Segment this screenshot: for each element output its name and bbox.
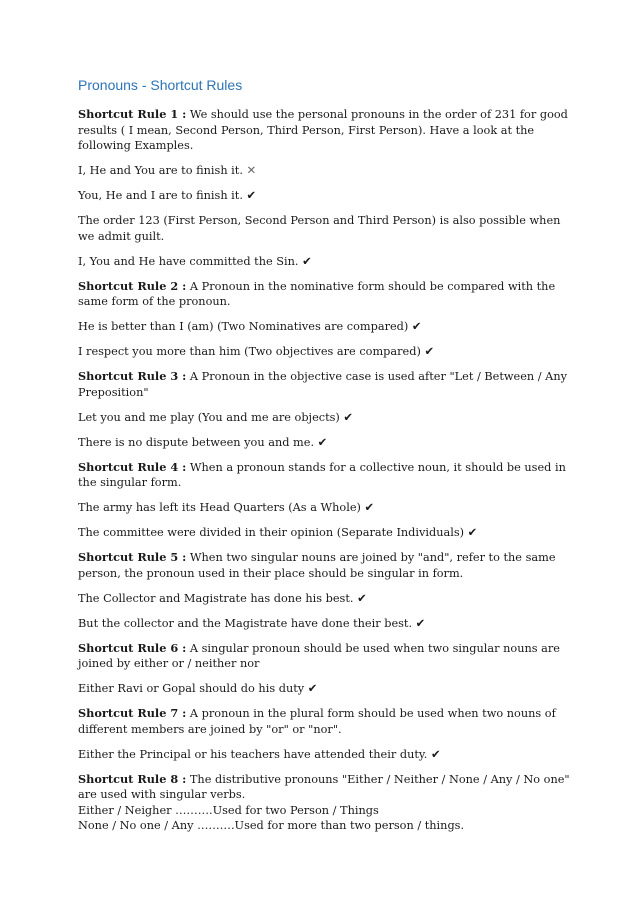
paragraph-text: The committee were divided in their opinion (Separate Individuals): [78, 526, 468, 539]
rule-paragraph: [78, 641, 578, 672]
paragraph-text: The Collector and Magistrate has done his best.: [78, 591, 358, 605]
paragraph-text: A pronoun in the plural form should be used when two nouns of different members are joined by "or" or "nor".: [78, 707, 556, 736]
checkmark-icon: ✔: [430, 746, 441, 761]
rule-paragraph: [78, 550, 578, 581]
checkmark-icon: ✔: [307, 681, 318, 695]
checkmark-icon: ✔: [317, 434, 328, 449]
checkmark-icon: ✔: [343, 409, 354, 424]
example-sentence: [78, 319, 578, 335]
paragraph: [78, 818, 578, 834]
rule-heading: Shortcut Rule 7 :: [78, 706, 187, 720]
example-sentence: [78, 435, 578, 451]
paragraph-text: But the collector and the Magistrate have done their best.: [78, 616, 416, 630]
rule-heading: Shortcut Rule 4 :: [78, 459, 187, 474]
rule-paragraph: [78, 107, 578, 154]
paragraph-text: You, He and I are to finish it.: [78, 189, 247, 202]
example-sentence: [78, 254, 578, 270]
document-body: [78, 107, 578, 834]
rule-paragraph: [78, 772, 578, 803]
paragraph-text: I respect you more than him (Two objectives are compared): [78, 345, 425, 358]
paragraph-text: We should use the personal pronouns in the order of 231 for good results ( I mean, Second Person, Third Person, First Person). Have a look at the following Examples.: [78, 108, 568, 152]
rule-heading: Shortcut Rule 8 :: [78, 771, 187, 786]
paragraph-text: Either the Principal or his teachers have attended their duty.: [78, 747, 431, 761]
paragraph-text: Either / Neigher ……….Used for two Person / Things: [78, 803, 379, 817]
rule-heading: Shortcut Rule 3 :: [78, 369, 187, 383]
checkmark-icon: ✔: [302, 253, 312, 268]
paragraph-text: A Pronoun in the nominative form should be compared with the same form of the pronoun.: [78, 279, 556, 308]
example-sentence: [78, 410, 578, 426]
page-title: Pronouns - Shortcut Rules: [78, 77, 243, 93]
paragraph-text: The army has left its Head Quarters (As a Whole): [78, 501, 365, 514]
paragraph-text: He is better than I (am) (Two Nominatives are compared): [78, 320, 412, 333]
paragraph: [78, 213, 578, 244]
checkmark-icon: ✔: [357, 590, 367, 605]
paragraph-text: A singular pronoun should be used when two singular nouns are joined by either or / neither nor: [78, 641, 560, 670]
paragraph-text: A Pronoun in the objective case is used after "Let / Between / Any Preposition": [78, 370, 567, 399]
paragraph: [78, 803, 578, 819]
rule-paragraph: [78, 369, 578, 400]
checkmark-icon: ✔: [415, 615, 426, 630]
paragraph-text: There is no dispute between you and me.: [78, 435, 318, 449]
cross-icon: ✕: [246, 163, 257, 177]
example-sentence: [78, 747, 578, 763]
checkmark-icon: ✔: [364, 500, 375, 514]
example-sentence: [78, 188, 578, 204]
example-sentence: [78, 500, 578, 516]
paragraph-text: When a pronoun stands for a collective noun, it should be used in the singular form.: [78, 460, 566, 489]
paragraph-text: Either Ravi or Gopal should do his duty: [78, 682, 308, 695]
rule-paragraph: [78, 279, 578, 310]
example-sentence: [78, 591, 578, 607]
rule-paragraph: [78, 460, 578, 491]
rule-heading: Shortcut Rule 6 :: [78, 640, 187, 655]
checkmark-icon: ✔: [467, 525, 478, 539]
example-sentence: [78, 616, 578, 632]
paragraph-text: When two singular nouns are joined by "and", refer to the same person, the pronoun used in their place should be singular in form.: [78, 551, 556, 580]
rule-heading: Shortcut Rule 2 :: [78, 278, 187, 293]
example-sentence: [78, 681, 578, 697]
example-sentence: [78, 163, 578, 179]
paragraph-text: The distributive pronouns "Either / Neither / None / Any / No one" are used with singular verbs.: [78, 772, 570, 801]
rule-heading: Shortcut Rule 5 :: [78, 550, 187, 564]
paragraph-text: The order 123 (First Person, Second Person and Third Person) is also possible when we admit guilt.: [78, 214, 561, 243]
paragraph-text: I, He and You are to finish it.: [78, 164, 247, 177]
rule-paragraph: [78, 706, 578, 737]
example-sentence: [78, 344, 578, 360]
checkmark-icon: ✔: [424, 344, 435, 358]
example-sentence: [78, 525, 578, 541]
paragraph-text: None / No one / Any ……….Used for more than two person / things.: [78, 819, 465, 832]
paragraph-text: I, You and He have committed the Sin.: [78, 254, 303, 268]
checkmark-icon: ✔: [246, 188, 257, 202]
paragraph-text: Let you and me play (You and me are objects): [78, 410, 344, 424]
rule-heading: Shortcut Rule 1 :: [78, 107, 187, 121]
checkmark-icon: ✔: [411, 319, 422, 333]
